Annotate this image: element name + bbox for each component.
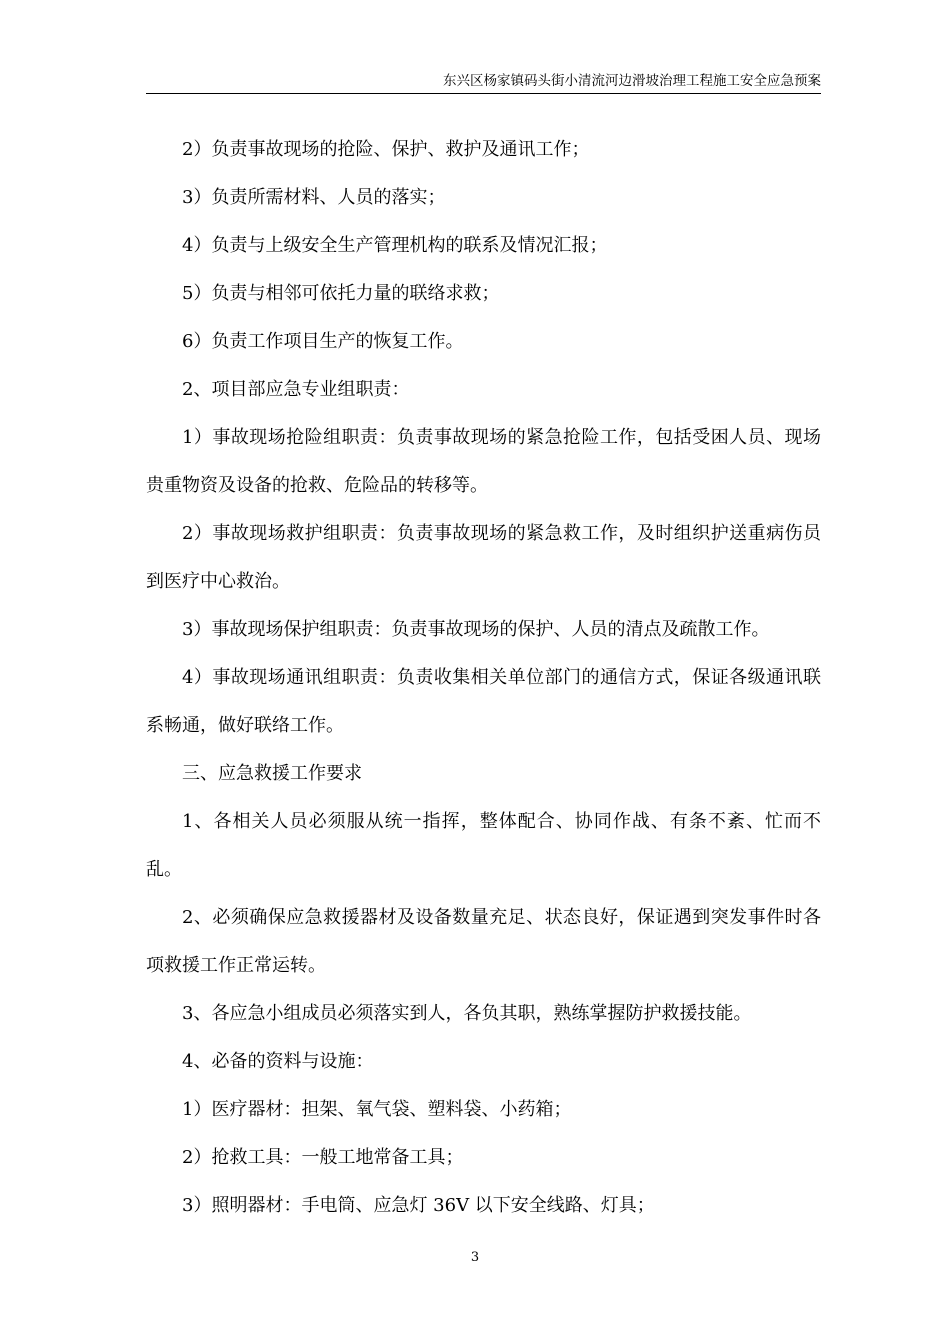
paragraph: 2、必须确保应急救援器材及设备数量充足、状态良好，保证遇到突发事件时各项救援工作正常运转。 (146, 907, 821, 976)
paragraph: 4）负责与上级安全生产管理机构的联系及情况汇报； (182, 235, 608, 256)
section-heading: 三、应急救援工作要求 (182, 763, 362, 784)
paragraph: 5）负责与相邻可依托力量的联络求救； (182, 283, 500, 304)
paragraph: 6）负责工作项目生产的恢复工作。 (182, 331, 464, 352)
paragraph: 2）抢救工具：一般工地常备工具； (182, 1147, 464, 1168)
paragraph: 3）事故现场保护组职责：负责事故现场的保护、人员的清点及疏散工作。 (182, 619, 770, 640)
paragraph: 1）医疗器材：担架、氧气袋、塑料袋、小药箱； (182, 1099, 572, 1120)
paragraph: 3、各应急小组成员必须落实到人，各负其职，熟练掌握防护救援技能。 (182, 1003, 752, 1024)
paragraph: 2）事故现场救护组职责：负责事故现场的紧急救工作，及时组织护送重病伤员到医疗中心救治。 (146, 523, 821, 592)
header-rule (146, 93, 821, 94)
section-heading: 2、项目部应急专业组职责： (182, 379, 410, 400)
paragraph: 1）事故现场抢险组职责：负责事故现场的紧急抢险工作，包括受困人员、现场贵重物资及设备的抢救、危险品的转移等。 (146, 427, 821, 496)
paragraph: 4、必备的资料与设施： (182, 1051, 374, 1072)
document-body (146, 126, 821, 1230)
paragraph: 4）事故现场通讯组职责：负责收集相关单位部门的通信方式，保证各级通讯联系畅通，做好联络工作。 (146, 667, 821, 736)
page-header: 东兴区杨家镇码头街小清流河边滑坡治理工程施工安全应急预案 (443, 73, 821, 89)
page-number: 3 (470, 1250, 480, 1265)
paragraph: 3）负责所需材料、人员的落实； (182, 187, 446, 208)
paragraph: 2）负责事故现场的抢险、保护、救护及通讯工作； (182, 139, 590, 160)
paragraph: 3）照明器材：手电筒、应急灯 36V 以下安全线路、灯具； (182, 1195, 655, 1216)
paragraph: 1、各相关人员必须服从统一指挥，整体配合、协同作战、有条不紊、忙而不乱。 (146, 811, 821, 880)
